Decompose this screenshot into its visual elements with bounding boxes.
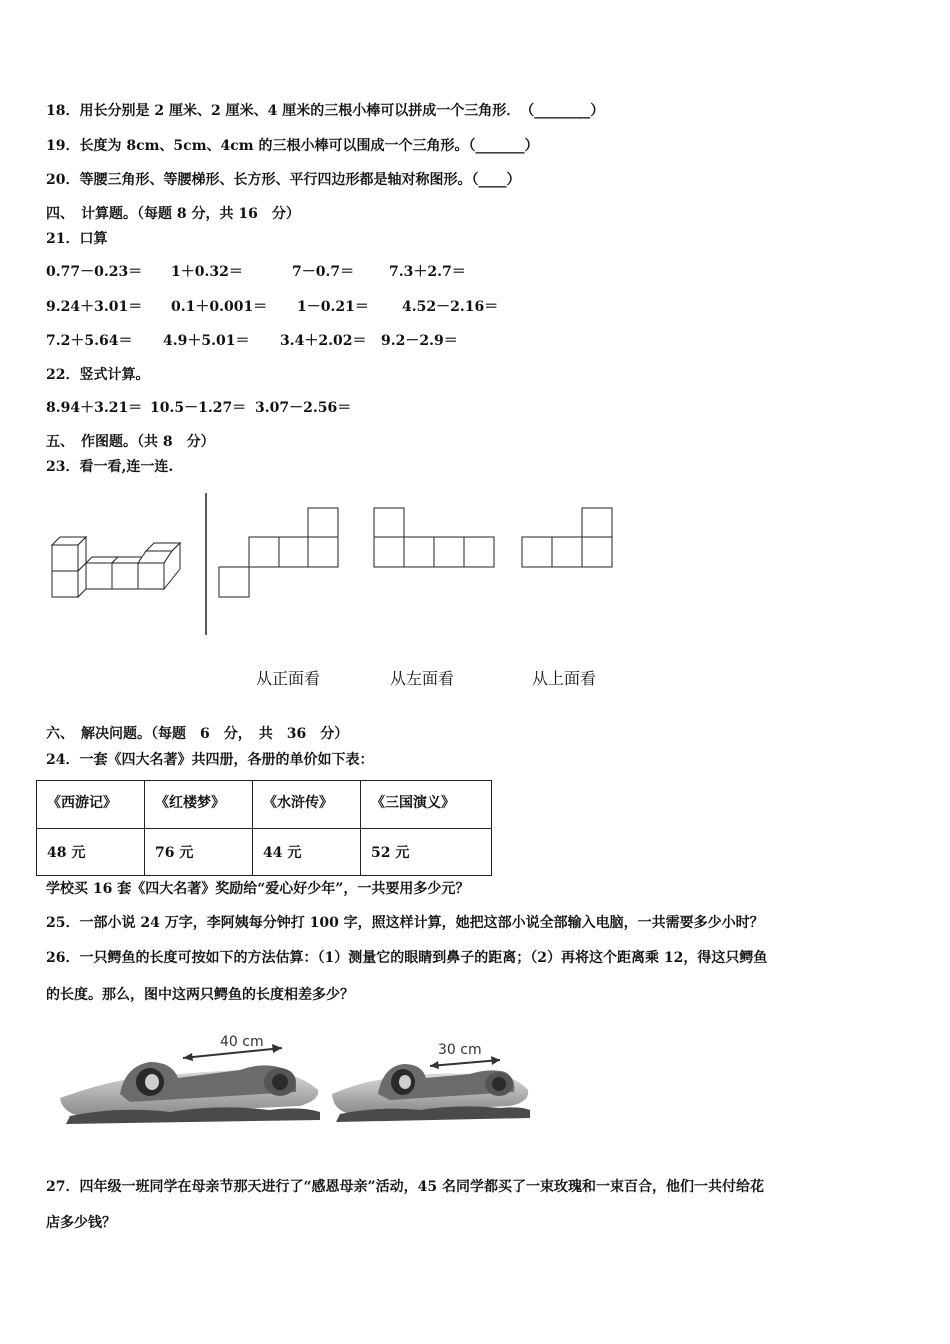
croc-1-label: 40 cm: [220, 1034, 264, 1050]
calc-item: 0.1＋0.001＝: [171, 299, 268, 315]
view-label-front: 从正面看: [256, 669, 321, 688]
calc-item: 9.24＋3.01＝: [46, 299, 143, 315]
question-24-ask: 学校买 16 套《四大名著》奖励给“爱心好少年”，一共要用多少元？: [46, 881, 470, 897]
calc-item: 1－0.21＝: [297, 299, 369, 315]
calc-item: 7－0.7＝: [292, 264, 355, 280]
croc-2-label: 30 cm: [438, 1042, 482, 1058]
table-cell: 《水浒传》: [253, 781, 361, 829]
section-5-heading: 五、 作图题。（共 8 分）: [46, 434, 215, 450]
section-6-heading: 六、 解决问题。（每题 6 分， 共 36 分）: [46, 726, 349, 742]
table-cell: 《西游记》: [37, 781, 145, 829]
view-shape-a: [219, 508, 338, 597]
question-22: 22．竖式计算。: [46, 367, 150, 383]
calc-item: 8.94＋3.21＝: [46, 400, 143, 416]
table-cell: 《红楼梦》: [145, 781, 253, 829]
table-cell: 52 元: [361, 829, 492, 876]
table-cell: 《三国演义》: [361, 781, 492, 829]
question-21: 21．口算: [46, 231, 108, 247]
question-25: 25．一部小说 24 万字，李阿姨每分钟打 100 字，照这样计算，她把这部小说全部输入电脑，一共需要多少小时？: [46, 915, 764, 931]
question-27-line-2: 店多少钱？: [46, 1215, 116, 1231]
question-26-line-1: 26．一只鳄鱼的长度可按如下的方法估算：（1）测量它的眼睛到鼻子的距离；（2）再将这个距离乘 12，得这只鳄鱼: [46, 950, 768, 966]
calc-item: 7.2＋5.64＝: [46, 333, 133, 349]
question-20: 20．等腰三角形、等腰梯形、长方形、平行四边形都是轴对称图形。（____）: [46, 172, 521, 188]
crocodiles-figure: [0, 1020, 950, 1140]
calc-item: 10.5－1.27＝: [150, 400, 247, 416]
calc-item: 1＋0.32＝: [171, 264, 243, 280]
calc-item: 3.07－2.56＝: [255, 400, 352, 416]
question-26-line-2: 的长度。那么，图中这两只鳄鱼的长度相差多少？: [46, 987, 354, 1003]
calc-item: 4.9＋5.01＝: [163, 333, 250, 349]
calc-item: 9.2－2.9＝: [381, 333, 458, 349]
calc-item: 7.3＋2.7＝: [389, 264, 466, 280]
question-24: 24．一套《四大名著》共四册，各册的单价如下表：: [46, 752, 374, 768]
table-cell: 44 元: [253, 829, 361, 876]
question-23: 23．看一看,连一连.: [46, 459, 174, 475]
view-label-left: 从左面看: [390, 669, 455, 688]
calc-item: 0.77－0.23＝: [46, 264, 143, 280]
table-cell: 76 元: [145, 829, 253, 876]
book-price-table: [36, 780, 492, 876]
calc-item: 3.4＋2.02＝: [280, 333, 367, 349]
table-cell: 48 元: [37, 829, 145, 876]
view-shape-c: [522, 508, 612, 567]
question-27-line-1: 27．四年级一班同学在母亲节那天进行了“感恩母亲”活动，45 名同学都买了一束玫瑰和一束百合，他们一共付给花: [46, 1179, 764, 1195]
crocodile-1-icon: [60, 1044, 320, 1124]
cube-solid-icon: [52, 537, 180, 597]
question-19: 19．长度为 8cm、5cm、4cm 的三根小棒可以围成一个三角形。（_______）: [46, 138, 539, 154]
view-shape-b: [374, 508, 494, 567]
calc-item: 4.52－2.16＝: [402, 299, 499, 315]
crocodile-2-icon: [332, 1056, 530, 1122]
section-4-heading: 四、 计算题。（每题 8 分，共 16 分）: [46, 206, 300, 222]
question-18: 18．用长分别是 2 厘米、2 厘米、4 厘米的三根小棒可以拼成一个三角形． （________）: [46, 103, 605, 119]
view-label-top: 从上面看: [532, 669, 597, 688]
